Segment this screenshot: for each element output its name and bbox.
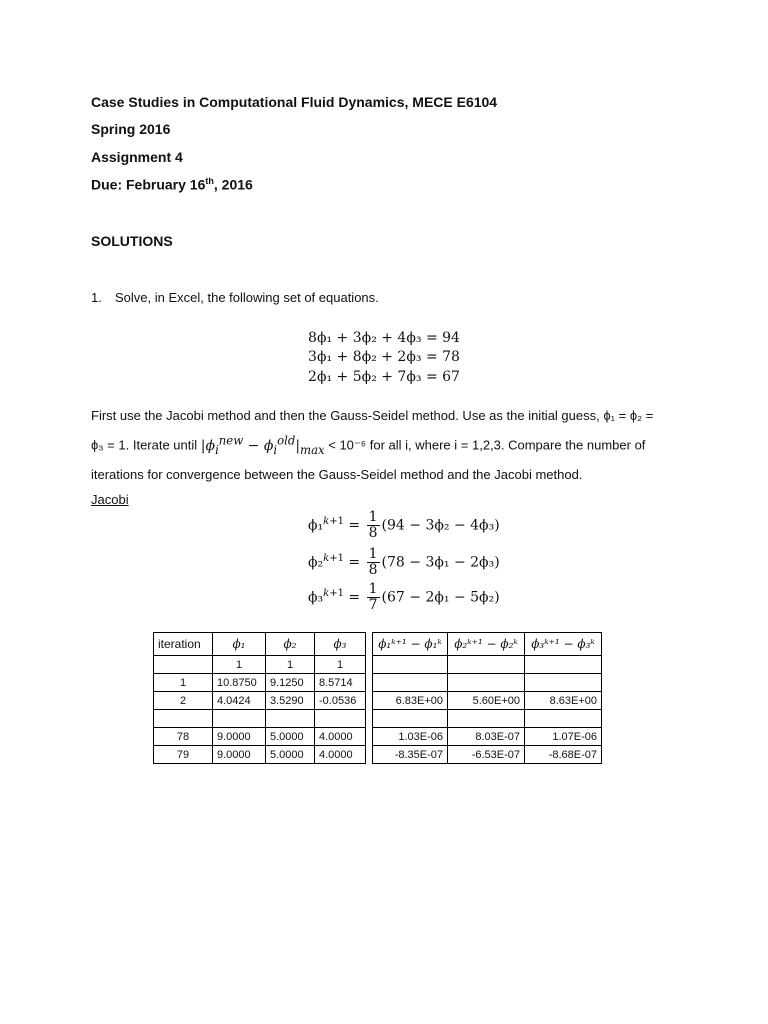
col-diff3: ϕ₃ᵏ⁺¹ − ϕ₃ᵏ (525, 633, 602, 656)
jacobi-label: Jacobi (91, 492, 129, 507)
equation-1: 8ϕ₁ + 3ϕ₂ + 4ϕ₃ = 94 (308, 330, 460, 346)
equation-3: 2ϕ₁ + 5ϕ₂ + 7ϕ₃ = 67 (308, 369, 460, 385)
assignment-title: Assignment 4 (91, 149, 183, 165)
col-diff1: ϕ₁ᵏ⁺¹ − ϕ₁ᵏ (373, 633, 448, 656)
jacobi-eq-2: ϕ₂$^{k+1}$ = $\frac{1}{8}$ (78 − 3ϕ₁ − 2ϕ₃) (308, 546, 500, 578)
jacobi-iteration-table (153, 632, 602, 764)
jacobi-eq-1: ϕ₁$^{k+1}$ = $\frac{1}{8}$ (94 − 3ϕ₂ − 4ϕ₃) (308, 509, 500, 541)
table-row: 1 10.8750 9.1250 8.5714 (154, 674, 602, 692)
instructions-line-1: First use the Jacobi method and then the Gauss-Seidel method. Use as the initial guess, ϕ₁ = ϕ₂ = (91, 408, 654, 423)
due-date (91, 176, 253, 193)
col-iteration: iteration (154, 633, 213, 656)
instructions-paragraph (91, 403, 681, 487)
course-title: Case Studies in Computational Fluid Dynamics, MECE E6104 (91, 94, 498, 110)
instructions-line-3: iterations for convergence between the Gauss-Seidel method and the Jacobi method. (91, 467, 583, 483)
col-diff2: ϕ₂ᵏ⁺¹ − ϕ₂ᵏ (448, 633, 525, 656)
instructions-line-2: ϕ₃ = 1. Iterate until $|\phi_i^{new} - \phi_i^{old}|_{max} < 10^{-6}$ for all i, where i = 1,2,3. Compare the number of (91, 433, 646, 457)
table-row: 79 9.0000 5.0000 4.0000 -8.35E-07 -6.53E-07 -8.68E-07 (154, 746, 602, 764)
col-phi2: ϕ₂ (266, 633, 315, 656)
problem-statement: Solve, in Excel, the following set of equations. (115, 290, 379, 305)
due-sup: th (205, 176, 214, 186)
col-phi1: ϕ₁ (213, 633, 266, 656)
table-header-row (154, 633, 602, 656)
due-suffix: , 2016 (213, 176, 253, 193)
table-row: 1 1 1 (154, 656, 602, 674)
equation-2: 3ϕ₁ + 8ϕ₂ + 2ϕ₃ = 78 (308, 349, 460, 365)
table-row: 2 4.0424 3.5290 -0.0536 6.83E+00 5.60E+00 8.63E+00 (154, 692, 602, 710)
term: Spring 2016 (91, 121, 171, 137)
table-row (154, 710, 602, 728)
problem-number: 1. (91, 290, 102, 305)
col-phi3: ϕ₃ (315, 633, 366, 656)
due-prefix: Due: February 16 (91, 176, 206, 193)
jacobi-eq-3: ϕ₃$^{k+1}$ = $\frac{1}{7}$ (67 − 2ϕ₁ − 5ϕ₂) (308, 581, 500, 613)
solutions-heading: SOLUTIONS (91, 233, 173, 249)
max-diff-expression: $|\phi_i^{new} - \phi_i^{old}|_{max}$ (200, 433, 325, 457)
table-row: 78 9.0000 5.0000 4.0000 1.03E-06 8.03E-07 1.07E-06 (154, 728, 602, 746)
